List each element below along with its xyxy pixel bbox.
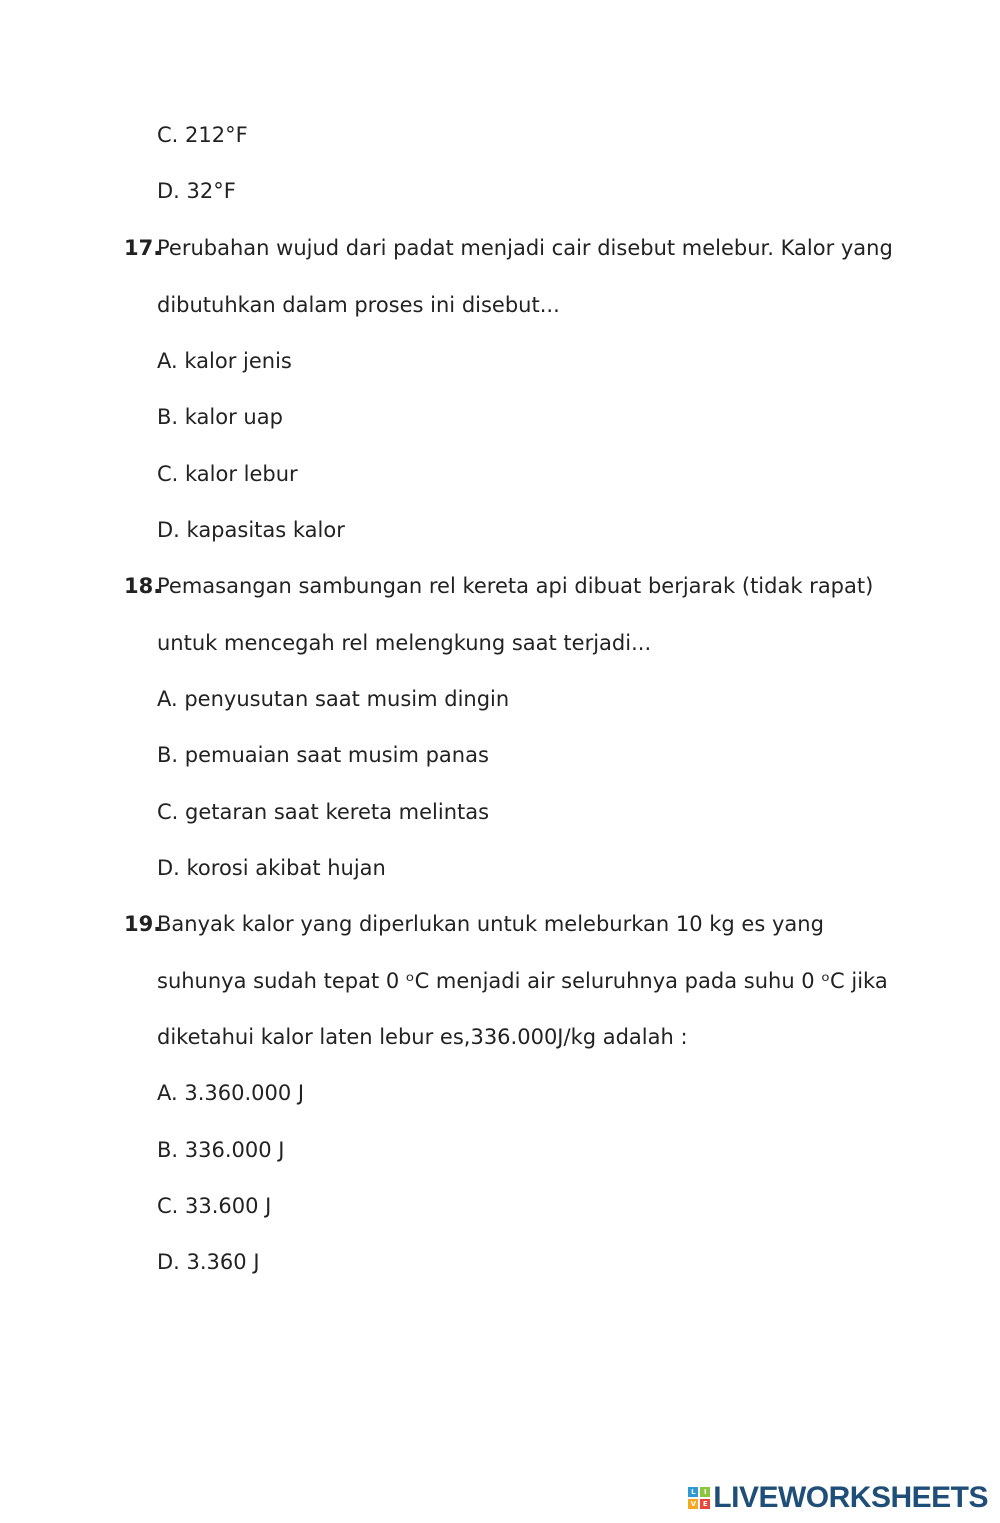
- question-17-option-b: B. kalor uap: [157, 405, 283, 429]
- question-18-option-c: C. getaran saat kereta melintas: [157, 800, 490, 824]
- question-17-number: 17.: [124, 236, 162, 260]
- prev-option-c: C. 212°F: [157, 123, 248, 147]
- question-19-option-b: B. 336.000 J: [157, 1138, 285, 1162]
- question-18-option-d: D. korosi akibat hujan: [157, 856, 386, 880]
- question-18-text-line-2: untuk mencegah rel melengkung saat terjadi...: [157, 631, 652, 655]
- question-18-text-line-1: Pemasangan sambungan rel kereta api dibuat berjarak (tidak rapat): [157, 574, 874, 598]
- logo-cell-i: I: [700, 1487, 710, 1497]
- question-19-option-d: D. 3.360 J: [157, 1250, 260, 1274]
- liveworksheets-logo: [688, 1480, 988, 1516]
- question-18-number: 18.: [124, 574, 162, 598]
- logo-cell-v: V: [688, 1499, 698, 1509]
- question-17-text-line-1: Perubahan wujud dari padat menjadi cair disebut melebur. Kalor yang: [157, 236, 893, 260]
- logo-grid-icon: [688, 1487, 710, 1509]
- question-17-option-d: D. kapasitas kalor: [157, 518, 345, 542]
- question-18-option-b: B. pemuaian saat musim panas: [157, 743, 489, 767]
- question-19-option-c: C. 33.600 J: [157, 1194, 272, 1218]
- prev-option-d: D. 32°F: [157, 179, 236, 203]
- question-17-option-c: C. kalor lebur: [157, 462, 298, 486]
- question-17-text-line-2: dibutuhkan dalam proses ini disebut...: [157, 293, 560, 317]
- logo-brand-text: LIVEWORKSHEETS: [713, 1481, 988, 1514]
- logo-cell-l: L: [688, 1487, 698, 1497]
- question-19-option-a: A. 3.360.000 J: [157, 1081, 305, 1105]
- question-19-text-line-3: diketahui kalor laten lebur es,336.000J/kg adalah :: [157, 1025, 688, 1049]
- logo-cell-e: E: [700, 1499, 710, 1509]
- question-19-number: 19.: [124, 912, 162, 936]
- question-18-option-a: A. penyusutan saat musim dingin: [157, 687, 510, 711]
- question-19-text-line-1: Banyak kalor yang diperlukan untuk meleburkan 10 kg es yang: [157, 912, 824, 936]
- question-19-text-line-2: suhunya sudah tepat 0 ᵒC menjadi air seluruhnya pada suhu 0 ᵒC jika: [157, 969, 888, 993]
- question-17-option-a: A. kalor jenis: [157, 349, 292, 373]
